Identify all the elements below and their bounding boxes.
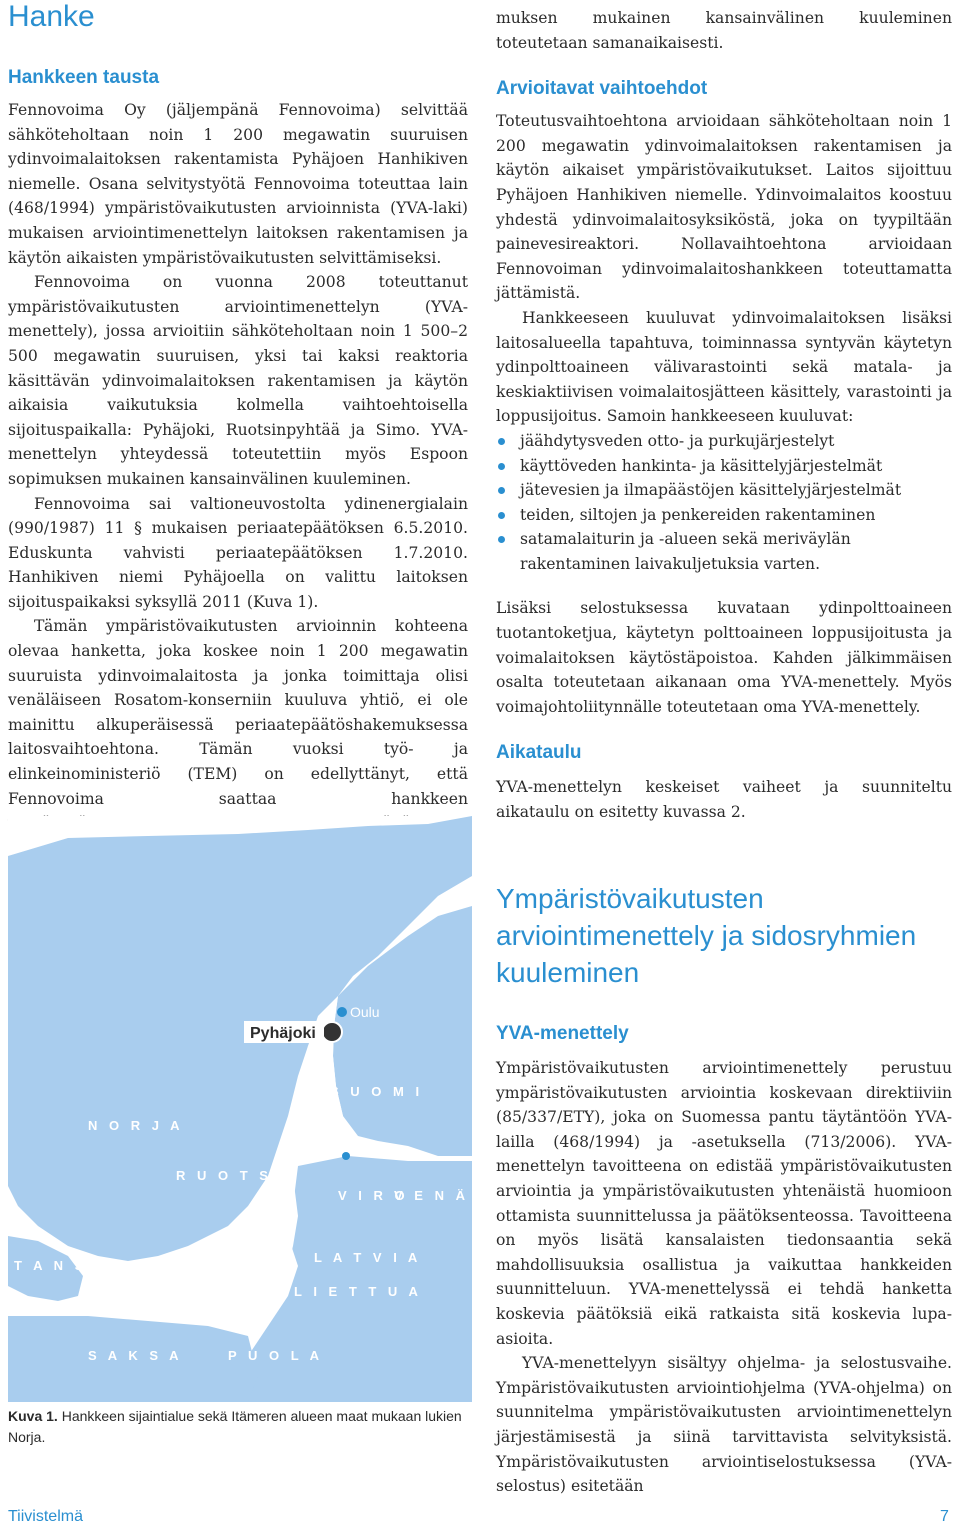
caption-label: Kuva 1. [8, 1408, 58, 1424]
footer-label: Tiivistelmä [8, 1508, 83, 1525]
label-suomi: S U O M I [330, 1084, 424, 1099]
section-heading-eia: Ympäristövaikutusten arviointimenettely ja sidosryhmien kuuleminen [496, 883, 917, 988]
caption-text: Hankkeen sijaintialue sekä Itämeren alueen maat mukaan lukien Norja. [8, 1408, 462, 1445]
section-heading-schedule: Aikataulu [496, 742, 582, 764]
label-venaja: V E N Ä J Ä [394, 1188, 509, 1203]
list-item: teiden, siltojen ja penkereiden rakentaminen [496, 503, 952, 528]
right-paragraph-6: YVA-menettelyyn sisältyy ohjelma- ja selostusvaihe. Ympäristövaikutusten arviointiohjelma (YVA-ohjelma) on suunnitelma ympäristövaikutusten arviointimenettelyn järjestämisestä ja siinä tarvittavista selvityksistä. Ympäristövaikutusten arviointiselostuksessa (YVA-selostus) esitetään [496, 1354, 952, 1496]
label-puola: P U O L A [228, 1348, 323, 1363]
left-column [8, 66, 468, 860]
right-column-lower [496, 1022, 952, 1499]
left-paragraph-4: Tämän ympäristövaikutusten arvioinnin kohteena olevaa hanketta, joka koskee noin 1 200 megawatin suuruista ydinvoimalaitosta ja jonka toimittaja olisi venäläiseen Rosatom-konserniin kuuluva yhtiö, ei ole mainittu alkuperäisessä periaatepäätöshakemuksessa laitosvaihtoehtona. Tämän vuoksi työ- ja elinkeinoministeriö (TEM) on edellyttänyt, että Fennovoima saattaa hankkeen [8, 617, 468, 808]
right-paragraph-4: YVA-menettelyn keskeiset vaiheet ja suunniteltu aikataulu on esitetty kuvassa 2. [496, 778, 952, 822]
left-paragraph-2: Fennovoima on vuonna 2008 toteuttanut ympäristövaikutusten arviointimenettelyn (YVA-menettely), jossa arvioitiin sähköteholtaan noin 1 500–2 500 megawatin suuruisen, yksi tai kaksi reaktoria käsittävän ydinvoimalaitoksen rakentamisen ja käytön aikaisia vaikutuksia kolmella vaihtoehtoisella sijoituspaikalla: Pyhäjoki, Ruotsinpyhtää ja Simo. YVA-menettelyn yhteydessä toteutettiin myös Espoon sopimuksen mukainen kansainvälinen kuuleminen. [8, 273, 468, 488]
right-paragraph-1: Toteutusvaihtoehtona arvioidaan sähköteholtaan noin 1 200 megawatin ydinvoimalaitoksen rakentamisen ja käytön aikaiset ympäristövaikutukset. Laitos sijoittuu Pyhäjoen Hanhikiven niemelle. Ydinvoimalaitos koostuu yhdestä ydinvoimalaitosyksiköstä, joka on tyypiltään painevesireaktori. Nollavaihtoehtona arvioidaan Fennovoiman ydinvoimalaitoshankkeen toteuttamatta jättämistä. [496, 112, 952, 303]
page-number: 7 [940, 1508, 949, 1525]
project-components-list [496, 429, 952, 577]
section-heading-yva: YVA-menettely [496, 1023, 629, 1044]
oulu-marker [337, 1007, 347, 1017]
label-ruotsi: R U O T S I [176, 1168, 288, 1183]
list-item: satamalaiturin ja -alueen sekä meriväylän rakentaminen laivakuljetuksia varten. [496, 527, 952, 576]
pyhajoki-label: Pyhäjoki [250, 1025, 316, 1042]
section-heading-alternatives: Arvioitavat vaihtoehdot [496, 78, 708, 100]
label-latvia: L A T V I A [314, 1250, 422, 1265]
right-column [496, 6, 952, 825]
label-norja: N O R J A [88, 1118, 184, 1133]
list-item: jäähdytysveden otto- ja purkujärjestelyt [496, 429, 952, 454]
list-item: jätevesien ja ilmapäästöjen käsittelyjärjestelmät [496, 478, 952, 503]
page-title: Hanke [8, 0, 95, 33]
section-heading-background: Hankkeen tausta [8, 67, 160, 88]
label-tanska: T A N S K A [14, 1258, 129, 1273]
list-item: käyttöveden hankinta- ja käsittelyjärjestelmät [496, 454, 952, 479]
left-paragraph-1: Fennovoima Oy (jäljempänä Fennovoima) selvittää sähköteholtaan noin 1 200 megawatin suuruisen ydinvoimalaitoksen rakentamista Pyhäjoen Hanhikiven niemelle. Osana selvitystyötä Fennovoima toteuttaa lain (468/1994) ympäristövaikutusten arvioinnista (YVA-laki) mukaisen arviointimenettelyn laitoksen rakentamisen ja käytön aikaisten ympäristövaikutusten selvittämiseksi. [8, 101, 468, 267]
label-viro: V I R O [338, 1188, 409, 1203]
helsinki-label: Helsinki [316, 1137, 366, 1153]
oulu-label: Oulu [350, 1004, 380, 1020]
left-paragraph-3: Fennovoima sai valtioneuvostolta ydinenergialain (990/1987) 11 § mukaisen periaatepäätöksen 6.5.2010. Eduskunta vahvisti periaatepäätöksen 1.7.2010. Hanhikiven niemi Pyhäjoella on valittu laitoksen sijoituspaikaksi syksyllä 2011 (Kuva 1). [8, 494, 468, 611]
label-liettua: L I E T T U A [294, 1284, 422, 1299]
right-continuation: muksen mukainen kansainvälinen kuuleminen toteutetaan samanaikaisesti. [496, 9, 952, 52]
right-paragraph-5: Ympäristövaikutusten arviointimenettely perustuu ympäristövaikutusten arviointia koskevaan direktiiviin (85/337/ETY), joka on Suomessa pantu täytäntöön YVA-lailla (468/1994) ja -asetuksella (713/2006). YVA-menettelyn tavoitteena on edistää ympäristövaikutusten arviointia ja ympäristövaikutusten yhtenäistä huomioon ottamista suunnittelussa ja päätöksenteossa. Tavoitteena on myös lisätä kansalaisten tiedonsaantia sekä mahdollisuuksia osallistua ja vaikuttaa hankkeiden suunnitteluun. YVA-menettelyssä ei tehdä hanketta koskevia päätöksiä eikä ratkaista sitä koskevia lupa-asioita. [496, 1059, 952, 1348]
helsinki-marker [342, 1152, 350, 1160]
figure-caption [8, 1406, 472, 1448]
right-paragraph-3: Lisäksi selostuksessa kuvataan ydinpolttoaineen tuotantoketjua, käytetyn polttoaineen loppusijoitusta ja voimalaitoksen käytöstäpoistoa. Kahden jälkimmäisen osalta toteutetaan aikanaan oma YVA-menettely. Myös voimajohtoliitynnälle toteutetaan oma YVA-menettely. [496, 599, 952, 716]
label-saksa: S A K S A [88, 1348, 183, 1363]
right-paragraph-2: Hankkeeseen kuuluvat ydinvoimalaitoksen lisäksi laitosalueella tapahtuva, toiminnassa syntyvän käytetyn ydinpolttoaineen välivarastointi sekä matala- ja keskiaktiivisen voimalaitosjätteen käsittely, varastointi ja loppusijoitus. Samoin hankkeeseen kuuluvat: [496, 308, 952, 426]
baltic-map-graphic [8, 816, 509, 1402]
pyhajoki-marker [322, 1022, 342, 1042]
baltic-map [8, 816, 509, 1402]
